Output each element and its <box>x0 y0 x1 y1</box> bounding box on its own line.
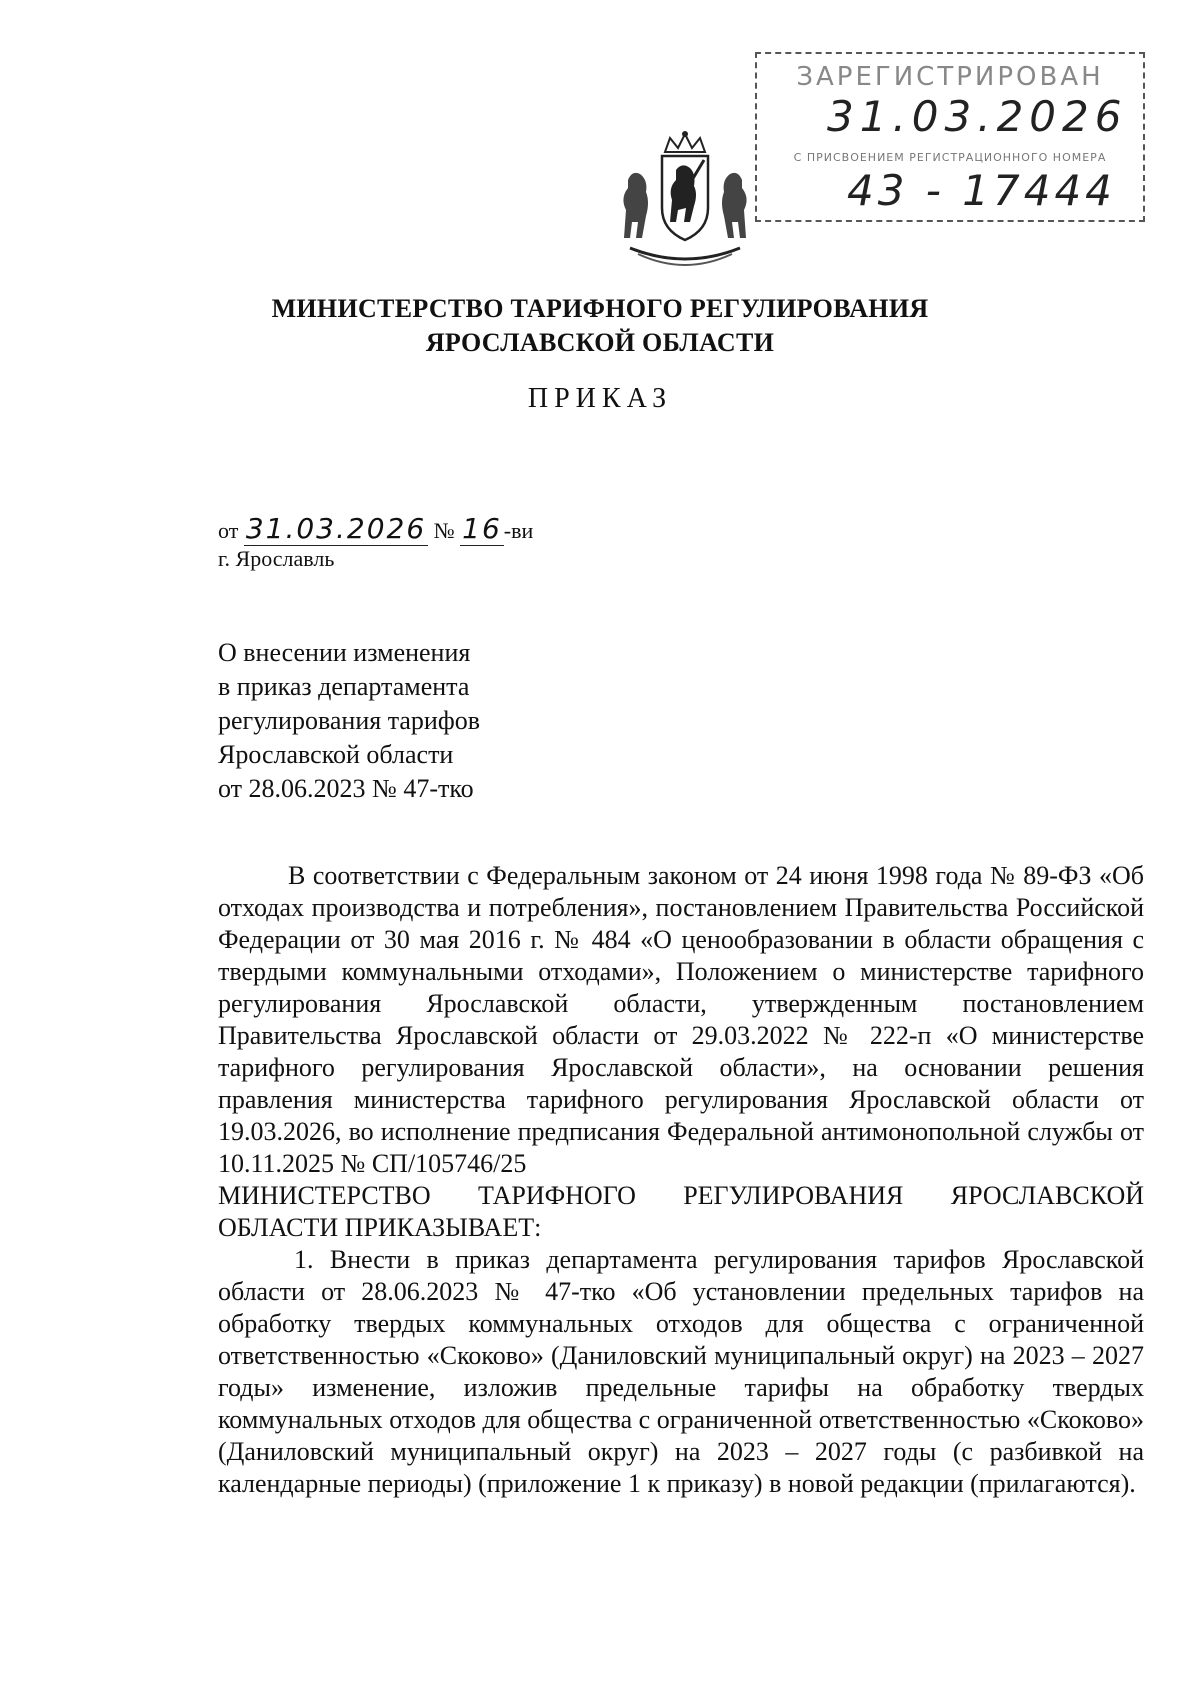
subject-line-1: О внесении изменения <box>218 638 471 667</box>
subject-line-5: от 28.06.2023 № 47-тко <box>218 774 474 803</box>
subject-line-3: регулирования тарифов <box>218 706 480 735</box>
city: г. Ярославль <box>218 546 335 571</box>
order-title: ПРИКАЗ <box>527 383 673 414</box>
preamble-paragraph: В соответствии с Федеральным законом от 24 июня 1998 года № 89-ФЗ «Об отходах производства и потребления», постановлением Правительства Российской Федерации от 30 мая 2016 г. № 484 «О ценообразовании в области обращения с твердыми коммунальными отходами», Положением о министерстве тарифного регулирования Ярославской области, утвержденным постановлением Правительства Ярославской области от 29.03.2022 № 222-п «О министерстве тарифного регулирования Ярославской области», на основании решения правления министерства тарифного регулирования Ярославской области от 19.03.2026, во исполнение предписания Федеральной антимонопольной службы от 10.11.2025 № СП/105746/25 <box>218 861 1144 1178</box>
yaroslavl-coat-of-arms-icon <box>610 130 760 270</box>
subject-line-2: в приказ департамента <box>218 672 470 701</box>
order-number: 16 <box>462 512 502 545</box>
order-suffix: -ви <box>503 518 534 543</box>
from-label: от <box>218 518 239 543</box>
ministry-line-2: ЯРОСЛАВСКОЙ ОБЛАСТИ <box>425 328 775 357</box>
stamp-title: ЗАРЕГИСТРИРОВАН <box>796 62 1104 92</box>
order-date: 31.03.2026 <box>245 512 427 545</box>
number-label: № <box>433 518 455 543</box>
registration-stamp <box>755 52 1145 222</box>
item-1-paragraph: 1. Внести в приказ департамента регулирования тарифов Ярославской области от 28.06.2023 № 47-тко «Об установлении предельных тарифов на обработку твердых коммунальных отходов для общества с ограниченной ответственностью «Скоково» (Даниловский муниципальный округ) на 2023 – 2027 годы» изменение, изложив предельные тарифы на обработку твердых коммунальных отходов для общества с ограниченной ответственностью «Скоково» (Даниловский муниципальный округ) на 2023 – 2027 годы (с разбивкой на календарные периоды) (приложение 1 к приказу) в новой редакции (прилагаются). <box>218 1245 1144 1498</box>
subject-line-4: Ярославской области <box>218 740 454 769</box>
stamp-number: 43 - 17444 <box>847 166 1116 215</box>
order-subject <box>218 636 558 806</box>
ministry-orders: МИНИСТЕРСТВО ТАРИФНОГО РЕГУЛИРОВАНИЯ ЯРОСЛАВСКОЙ ОБЛАСТИ ПРИКАЗЫВАЕТ: <box>218 1181 1144 1242</box>
stamp-date: 31.03.2026 <box>827 92 1128 141</box>
ministry-line-1: МИНИСТЕРСТВО ТАРИФНОГО РЕГУЛИРОВАНИЯ <box>271 294 929 323</box>
stamp-caption: С ПРИСВОЕНИЕМ РЕГИСТРАЦИОННОГО НОМЕРА <box>793 151 1107 164</box>
order-body <box>218 860 1144 1500</box>
ministry-name <box>0 292 1200 360</box>
order-date-line <box>218 512 533 545</box>
